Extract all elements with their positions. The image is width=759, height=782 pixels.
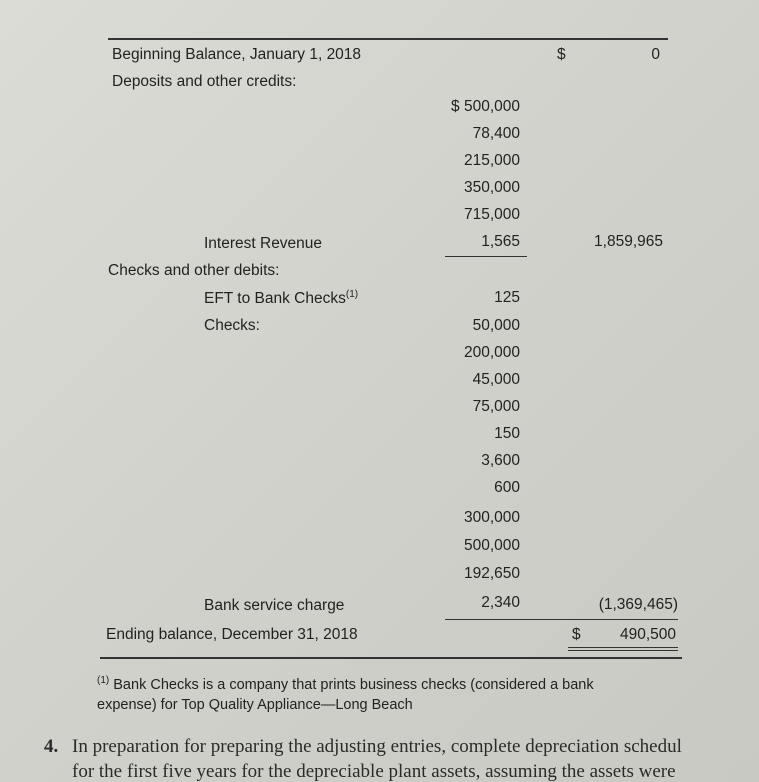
deposit-amount: 78,400	[472, 125, 520, 142]
deposit-amount: 1,565	[481, 233, 520, 250]
deposits-total: 1,859,965	[594, 233, 663, 250]
debits-subtotal-rule	[445, 619, 678, 620]
debit-amount: 500,000	[463, 537, 520, 554]
ending-double-rule-top	[568, 647, 678, 648]
eft-label	[204, 290, 358, 307]
debit-amount: 300,000	[463, 509, 520, 526]
ending-double-rule-bottom	[568, 650, 678, 651]
debit-amount: 2,340	[481, 594, 520, 611]
checks-label: Checks:	[204, 317, 260, 334]
deposits-header: Deposits and other credits:	[112, 73, 297, 90]
ending-balance-value: 490,500	[619, 626, 676, 643]
debit-amount: 192,650	[463, 565, 520, 582]
footnote-line-2: expense) for Top Quality Appliance—Long Beach	[97, 697, 413, 713]
eft-label-text: EFT to Bank Checks	[204, 290, 346, 307]
debit-amount: 200,000	[463, 344, 520, 361]
bank-service-charge-label: Bank service charge	[204, 597, 345, 614]
deposit-amount: $ 500,000	[451, 98, 520, 115]
deposit-amount: 715,000	[463, 206, 520, 223]
beginning-balance-value: 0	[651, 46, 660, 63]
question-line-2: for the first five years for the depreciable plant assets, assuming the assets were	[72, 761, 676, 782]
interest-revenue-label: Interest Revenue	[204, 235, 323, 252]
deposits-subtotal-rule	[445, 256, 527, 257]
ending-balance-dollar: $	[572, 626, 581, 643]
beginning-balance-dollar: $	[557, 46, 566, 63]
question-line-1: In preparation for preparing the adjusting entries, complete depreciation schedul	[72, 736, 682, 757]
deposit-amount: 215,000	[463, 152, 520, 169]
debits-total: (1,369,465)	[598, 596, 678, 613]
top-rule	[108, 38, 668, 40]
eft-footnote-marker: (1)	[345, 289, 359, 300]
debit-amount: 600	[494, 479, 520, 496]
debit-amount: 45,000	[472, 371, 520, 388]
checks-header: Checks and other debits:	[108, 262, 280, 279]
beginning-balance-label: Beginning Balance, January 1, 2018	[112, 46, 362, 63]
debit-amount: 125	[494, 289, 520, 306]
deposit-amount: 350,000	[463, 179, 520, 196]
statement-bottom-rule	[100, 657, 682, 659]
footnote-text-1: Bank Checks is a company that prints business checks (considered a bank	[113, 677, 594, 693]
ending-balance-label: Ending balance, December 31, 2018	[106, 626, 358, 643]
footnote-line-1	[97, 676, 594, 693]
debit-amount: 75,000	[472, 398, 520, 415]
debit-amount: 50,000	[472, 317, 520, 334]
debit-amount: 150	[494, 425, 520, 442]
debit-amount: 3,600	[481, 452, 520, 469]
footnote-marker: (1)	[97, 675, 110, 686]
question-number: 4.	[44, 736, 59, 757]
